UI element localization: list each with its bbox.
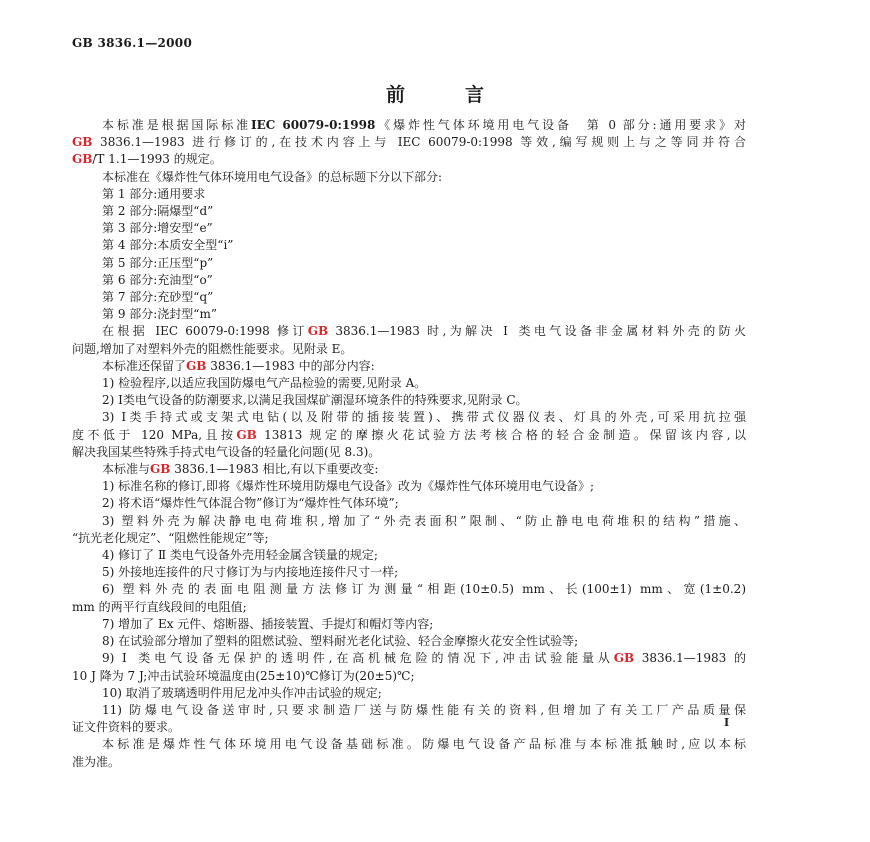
paragraph-line: 本标准是爆炸性气体环境用电气设备基础标准。防爆电气设备产品标准与本标准抵触时,应以本标 [102,737,746,752]
list-item: 1) 检验程序,以适应我国防爆电气产品检验的需要,见附录 A。 [102,376,427,391]
paragraph-line: 准为准。 [72,754,121,769]
paragraph-line [72,358,746,375]
document-code: GB 3836.1—2000 [72,36,193,50]
gb-link[interactable]: GB [72,152,93,167]
text-run: 3836.1—1983 相比,有以下重要改变: [170,462,379,477]
title-char-2: 言 [465,84,485,106]
list-item [72,650,746,667]
list-item: 4) 修订了 Ⅱ 类电气设备外壳用轻金属含镁量的规定; [102,548,378,563]
list-item: 第 7 部分:充砂型“q” [102,290,214,305]
text-run: 本标准与 [102,462,151,477]
list-item: 第 2 部分:隔爆型“d” [102,204,214,219]
list-item: 第 9 部分:浇封型“m” [102,307,217,322]
paragraph-line: 10 J 降为 7 J;冲击试验环境温度由(25±10)℃修订为(20±5)℃; [72,668,415,683]
paragraph-line [72,117,746,134]
list-item: 10) 取消了玻璃透明件用尼龙冲头作冲击试验的规定; [102,685,382,700]
text-run: 本标准是根据国际标准 [102,118,251,132]
text-run: 3836.1—1983 进行修订的,在技术内容上与 IEC 60079-0:1998 等效,编写规则上与之等同并符合 [92,135,746,150]
page-title [0,80,870,107]
title-char-1: 前 [385,84,405,106]
paragraph-line [72,134,746,151]
gb-link[interactable]: GB [72,135,93,150]
list-item: 7) 增加了 Ex 元件、熔断器、插接装置、手提灯和帽灯等内容; [102,616,434,631]
text-run: 度不低于 120 MPa,且按 [72,427,237,442]
paragraph-line: 本标准在《爆炸性气体环境用电气设备》的总标题下分以下部分: [102,169,443,184]
text-run: 3836.1—1983 中的部分内容: [206,358,375,373]
list-item: 第 5 部分:正压型“p” [102,255,214,270]
list-item: 2) Ⅰ类电气设备的防潮要求,以满足我国煤矿潮湿环境条件的特殊要求,见附录 C。 [102,393,528,408]
list-item: 第 1 部分:通用要求 [102,186,206,201]
gb-link[interactable]: GB [150,462,171,477]
list-item: 3) 塑料外壳为解决静电电荷堆积,增加了“外壳表面积”限制、“防止静电电荷堆积的结构”措施、 [102,513,746,528]
text-run: /T 1.1—1993 的规定。 [92,152,222,167]
paragraph-line [72,151,746,168]
paragraph-line: 证文件资料的要求。 [72,720,181,735]
text-run: 《爆炸性气体环境用电气设备 第 0 部分:通用要求》对 [375,118,746,132]
text-run: 本标准还保留了 [102,358,187,373]
list-item: 第 4 部分:本质安全型“i” [102,238,234,253]
text-run: 在根据 IEC 60079-0:1998 修订 [102,324,308,339]
text-run: 3836.1—1983 时,为解决 Ⅰ 类电气设备非金属材料外壳的防火 [328,324,746,339]
text-run: 9) Ⅰ 类电气设备无保护的透明件,在高机械危险的情况下,冲击试验能量从 [102,651,614,666]
list-item: 1) 标准名称的修订,即将《爆炸性环境用防爆电气设备》改为《爆炸性气体环境用电气设备》; [102,479,594,494]
list-item: 11) 防爆电气设备送审时,只要求制造厂送与防爆性能有关的资料,但增加了有关工厂产品质量保 [102,702,746,717]
list-item: 8) 在试验部分增加了塑料的阻燃试验、塑料耐光老化试验、轻合金摩擦火花安全性试验等; [102,634,579,649]
text-run: 3836.1—1983 的 [634,651,746,666]
list-item: 第 3 部分:增安型“e” [102,221,213,236]
gb-link[interactable]: GB [236,427,257,442]
page-number: I [724,716,730,729]
list-item: 6) 塑料外壳的表面电阻测量方法修订为测量“相距(10±0.5) mm、长(100±1) mm、宽(1±0.2) [102,582,746,597]
paragraph-line: “抗光老化规定”、“阻燃性能规定”等; [72,530,269,545]
paragraph-line: 解决我国某些特殊手持式电气设备的轻量化问题(见 8.3)。 [72,444,381,459]
paragraph-line [72,323,746,340]
gb-link[interactable]: GB [186,358,207,373]
list-item: 3) Ⅰ类手持式或支架式电钻(以及附带的插接装置)、携带式仪器仪表、灯具的外壳,可采用抗拉强 [102,410,746,425]
paragraph-line [72,461,746,478]
paragraph-line: 问题,增加了对塑料外壳的阻燃性能要求。见附录 E。 [72,341,353,356]
standard-ref: IEC 60079-0:1998 [251,118,376,132]
text-run: 13813 规定的摩擦火花试验方法考核合格的轻合金制造。保留该内容,以 [256,427,746,442]
list-item: 5) 外接地连接件的尺寸修订为与内接地连接件尺寸一样; [102,565,399,580]
list-item: 第 6 部分:充油型“o” [102,272,213,287]
foreword-body [72,117,746,771]
paragraph-line: mm 的两平行直线段间的电阻值; [72,599,247,614]
paragraph-line [72,427,746,444]
gb-link[interactable]: GB [307,324,329,339]
list-item: 2) 将术语“爆炸性气体混合物”修订为“爆炸性气体环境”; [102,496,399,511]
gb-link[interactable]: GB [613,651,635,666]
